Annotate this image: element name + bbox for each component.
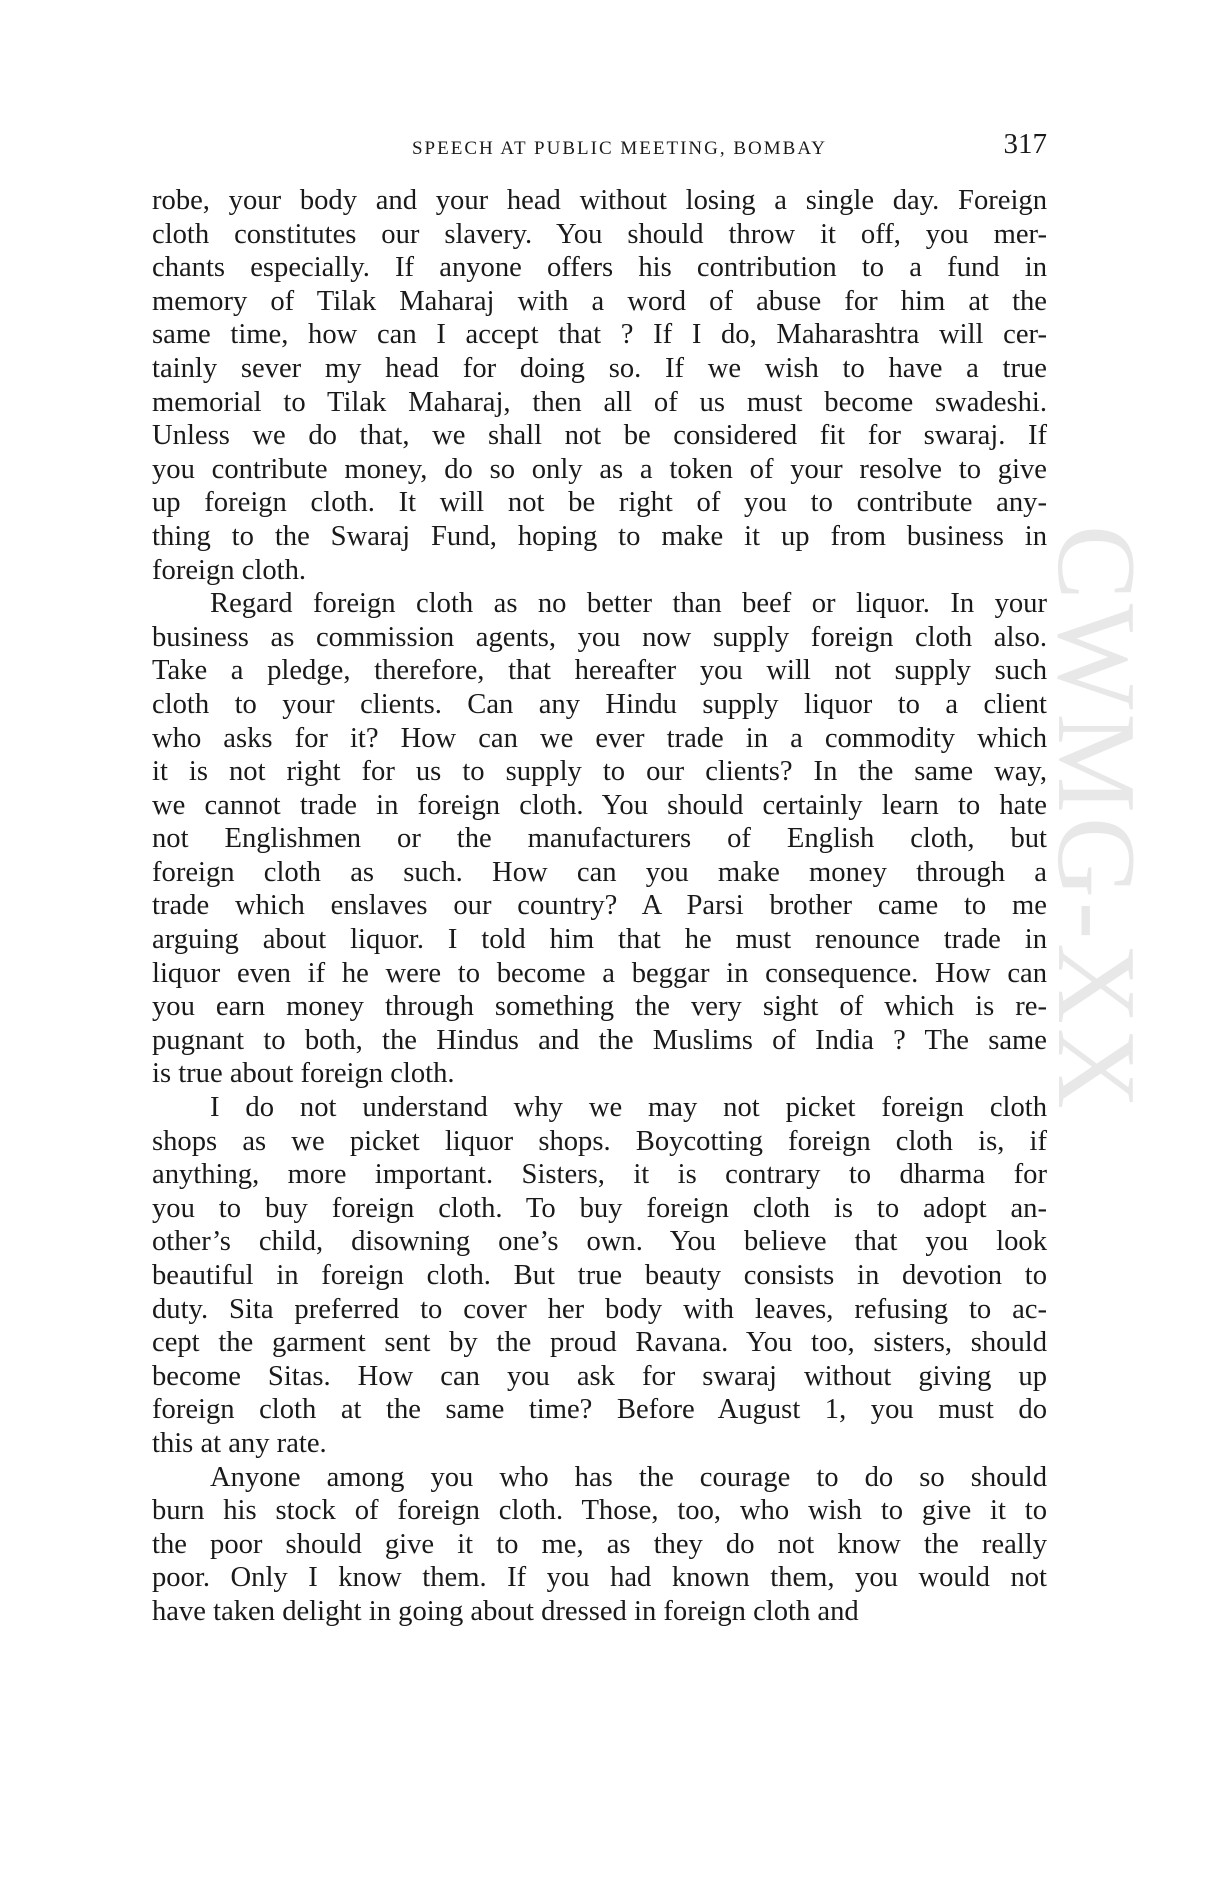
text-line: foreign cloth. [152, 554, 307, 586]
body-text [152, 184, 1047, 1629]
paragraph [152, 587, 1047, 1091]
text-line: beautiful in foreign cloth. But true beauty consists in devotion to [152, 1260, 1047, 1291]
text-line: memory of Tilak Maharaj with a word of abuse for him at the [152, 285, 1047, 317]
text-line: arguing about liquor. I told him that he must renounce trade in [152, 924, 1047, 956]
text-line: have taken delight in going about dressed in foreign cloth and [152, 1595, 859, 1627]
text-line: foreign cloth as such. How can you make money through a [152, 856, 1047, 888]
text-line: you contribute money, do so only as a token of your resolve to give [152, 453, 1047, 485]
text-line: poor. Only I know them. If you had known them, you would not [152, 1562, 1047, 1594]
text-line: business as commission agents, you now supply foreign cloth also. [152, 621, 1047, 653]
text-line: up foreign cloth. It will not be right of you to contribute any- [152, 487, 1047, 519]
text-line: it is not right for us to supply to our clients? In the same way, [152, 756, 1047, 788]
text-line: you earn money through something the very sight of which is re- [152, 991, 1047, 1023]
text-line: chants especially. If anyone offers his contribution to a fund in [152, 252, 1047, 284]
paragraph [152, 1461, 1047, 1629]
paragraph [152, 1091, 1047, 1461]
watermark: CWMG-XX [1034, 525, 1158, 1113]
text-line: duty. Sita preferred to cover her body with leaves, refusing to ac- [152, 1293, 1047, 1325]
text-line: cloth to your clients. Can any Hindu supply liquor to a client [152, 688, 1047, 720]
text-line: foreign cloth at the same time? Before August 1, you must do [152, 1394, 1047, 1426]
text-line: pugnant to both, the Hindus and the Muslims of India ? The same [152, 1024, 1047, 1056]
running-title: SPEECH AT PUBLIC MEETING, BOMBAY [411, 138, 828, 159]
text-line: become Sitas. How can you ask for swaraj without giving up [152, 1360, 1047, 1392]
text-line: cloth constitutes our slavery. You should throw it off, you mer- [152, 218, 1047, 250]
text-line: anything, more important. Sisters, it is contrary to dharma for [152, 1159, 1047, 1191]
running-header [152, 128, 1047, 170]
paragraph [152, 184, 1047, 587]
page-number: 317 [1003, 128, 1047, 160]
text-line: Take a pledge, therefore, that hereafter you will not supply such [152, 655, 1047, 687]
text-line: burn his stock of foreign cloth. Those, too, who wish to give it to [152, 1495, 1047, 1527]
text-line: we cannot trade in foreign cloth. You should certainly learn to hate [152, 789, 1047, 821]
text-line: tainly sever my head for doing so. If we wish to have a true [152, 352, 1047, 384]
text-line: who asks for it? How can we ever trade in a commodity which [152, 722, 1047, 754]
text-line: cept the garment sent by the proud Ravana. You too, sisters, should [152, 1327, 1047, 1359]
text-line: Anyone among you who has the courage to do so should [210, 1461, 1047, 1493]
text-line: trade which enslaves our country? A Parsi brother came to me [152, 890, 1047, 922]
text-line: you to buy foreign cloth. To buy foreign cloth is to adopt an- [152, 1192, 1047, 1224]
text-line: Unless we do that, we shall not be considered fit for swaraj. If [152, 420, 1047, 452]
text-line: the poor should give it to me, as they do not know the really [152, 1528, 1047, 1560]
text-line: shops as we picket liquor shops. Boycotting foreign cloth is, if [152, 1125, 1047, 1157]
text-line: thing to the Swaraj Fund, hoping to make it up from business in [152, 520, 1047, 552]
text-line: memorial to Tilak Maharaj, then all of us must become swadeshi. [152, 386, 1047, 418]
text-line: same time, how can I accept that ? If I do, Maharashtra will cer- [152, 319, 1047, 351]
text-line: liquor even if he were to become a beggar in consequence. How can [152, 957, 1047, 989]
text-line: robe, your body and your head without losing a single day. Foreign [152, 185, 1047, 216]
text-line: Regard foreign cloth as no better than beef or liquor. In your [210, 588, 1047, 620]
text-line: not Englishmen or the manufacturers of English cloth, but [152, 823, 1047, 855]
text-line: is true about foreign cloth. [152, 1058, 455, 1090]
text-line: other’s child, disowning one’s own. You believe that you look [152, 1226, 1047, 1258]
text-line: this at any rate. [152, 1427, 327, 1459]
text-line: I do not understand why we may not picket foreign cloth [210, 1092, 1047, 1124]
document-page [152, 128, 1047, 1629]
